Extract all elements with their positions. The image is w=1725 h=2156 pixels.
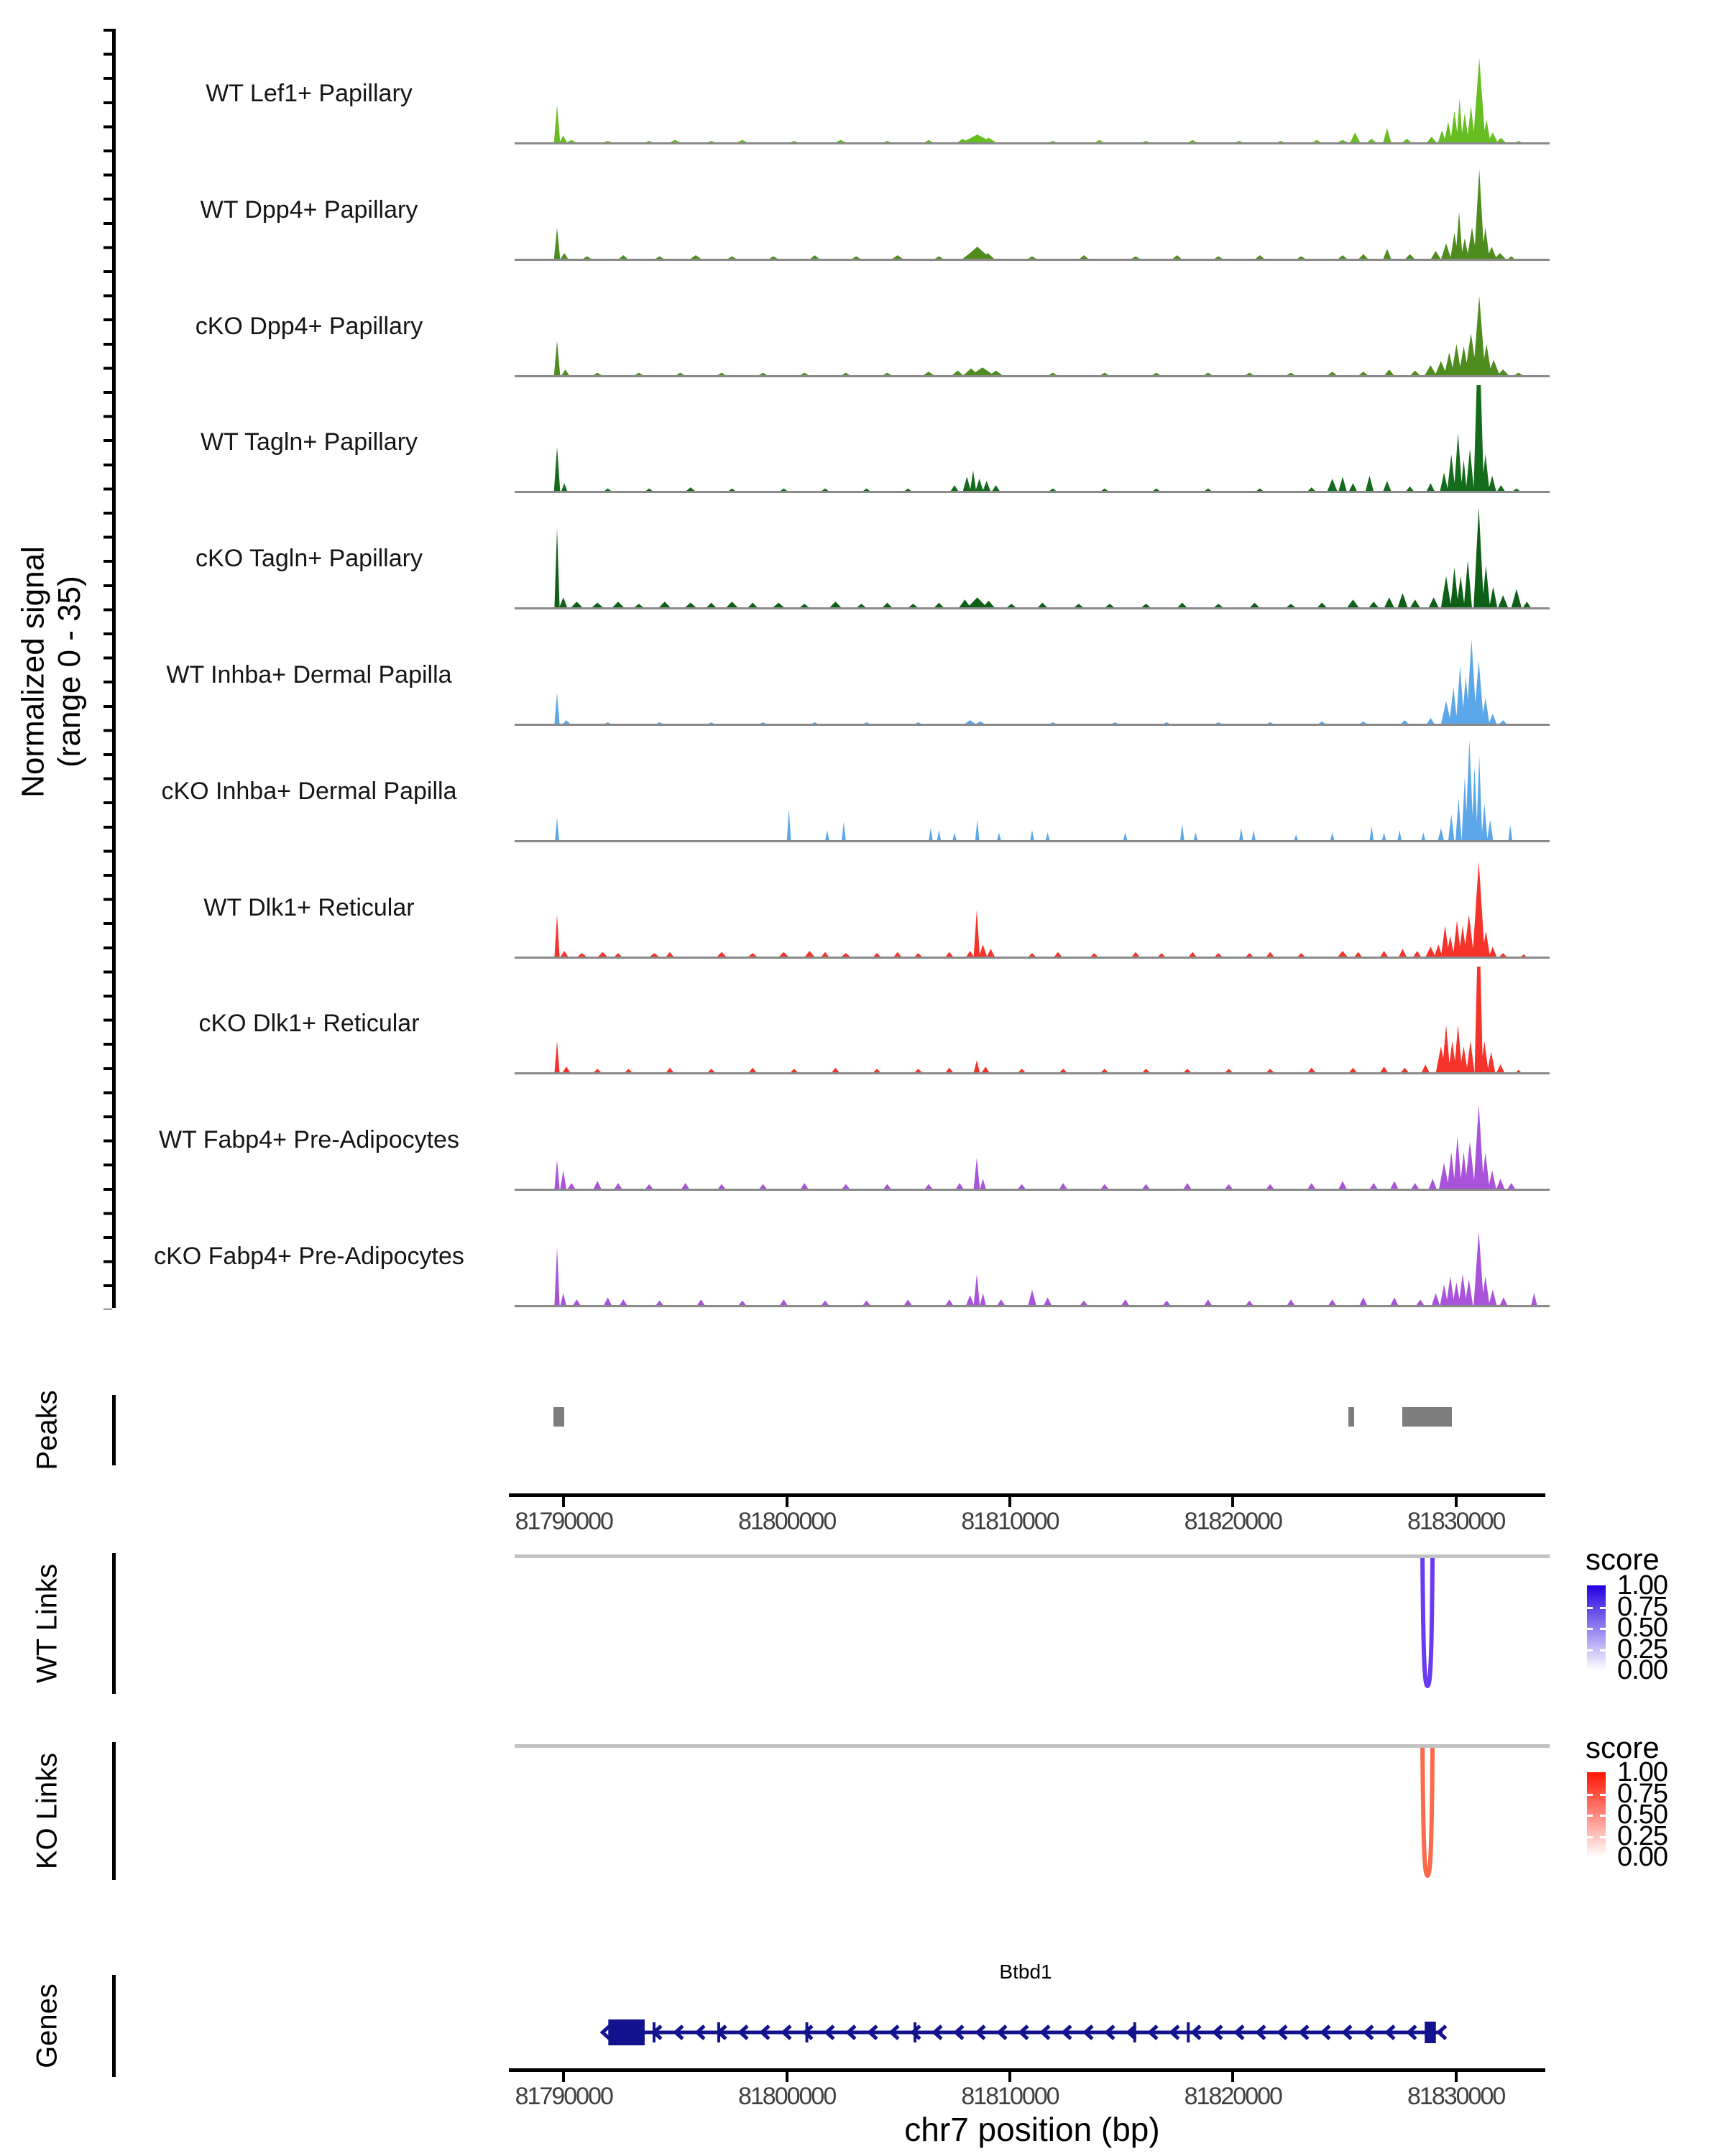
legend-tick: [1600, 1815, 1606, 1817]
axis-tick: [786, 1497, 788, 1507]
track-baseline: [515, 1072, 1550, 1074]
track-label: cKO Fabp4+ Pre-Adipocytes: [154, 1243, 464, 1270]
axis-tick-label: 81800000: [737, 2083, 836, 2110]
track-baseline: [515, 375, 1550, 377]
axis-tick: [562, 1497, 565, 1507]
legend-title: score: [1586, 1542, 1660, 1576]
legend-value: 0.00: [1617, 1655, 1668, 1685]
legend-tick: [1600, 1649, 1606, 1651]
track-label: WT Lef1+ Papillary: [206, 80, 413, 107]
axis-tick-label: 81810000: [961, 2083, 1059, 2110]
legend-tick: [1600, 1836, 1606, 1838]
track-baseline: [515, 1305, 1550, 1307]
genes-section-label: Genes: [31, 1984, 63, 2068]
track-label: WT Dlk1+ Reticular: [203, 893, 415, 921]
legend-tick: [1600, 1607, 1606, 1609]
axis-tick-label: 81830000: [1407, 2083, 1505, 2110]
axis-tick: [1231, 1497, 1234, 1507]
track-label: WT Tagln+ Papillary: [200, 428, 418, 456]
peak-interval: [553, 1407, 564, 1427]
legend-value: 0.50: [1617, 1800, 1668, 1830]
peaks-axis-line: [112, 1395, 116, 1465]
legend-tick: [1587, 1628, 1593, 1630]
legend-tick: [1587, 1794, 1593, 1796]
track-baseline: [515, 1189, 1550, 1191]
track-label: cKO Inhba+ Dermal Papilla: [161, 777, 457, 805]
track-label: cKO Dpp4+ Papillary: [195, 312, 423, 340]
track-baseline: [515, 840, 1550, 842]
track-baseline: [515, 724, 1550, 726]
peaks-section-label: Peaks: [31, 1390, 63, 1470]
coverage-track-11: [515, 1198, 1550, 1307]
axis-tick: [1455, 1497, 1458, 1507]
gene-exon-tick: [1187, 2022, 1190, 2042]
coverage-area: [515, 507, 1550, 609]
gene-exon-right: [1425, 2022, 1436, 2043]
legend-tick: [1587, 1649, 1593, 1651]
legend-tick: [1587, 1836, 1593, 1838]
wt-links-section-label: WT Links: [31, 1564, 63, 1683]
track-label: cKO Tagln+ Papillary: [196, 545, 423, 573]
axis-tick-label: 81820000: [1184, 1508, 1282, 1535]
track-baseline: [515, 142, 1550, 144]
signal-y-axis-label: [15, 546, 88, 798]
track-label: WT Inhba+ Dermal Papilla: [166, 661, 452, 688]
coverage-area: [515, 740, 1550, 841]
axis-tick: [562, 2072, 565, 2082]
track-baseline: [515, 607, 1550, 609]
axis-tick: [1008, 2072, 1011, 2082]
peak-interval: [1348, 1407, 1354, 1427]
axis-tick: [1455, 2072, 1458, 2082]
coverage-track-4: [515, 384, 1550, 493]
x-axis-title: chr7 position (bp): [904, 2111, 1160, 2148]
gene-exon-left: [608, 2019, 645, 2045]
axis-tick-label: 81790000: [515, 2083, 612, 2110]
axis-tick-label: 81810000: [961, 1508, 1059, 1535]
coverage-track-6: [515, 617, 1550, 726]
coverage-area: [515, 861, 1550, 957]
track-label: WT Fabp4+ Pre-Adipocytes: [159, 1126, 459, 1154]
wt-links-loop-svg: [515, 1557, 1550, 1700]
coverage-area: [515, 640, 1550, 724]
coverage-track-8: [515, 849, 1550, 959]
legend-tick: [1587, 1607, 1593, 1609]
gene-name-label: Btbd1: [999, 1961, 1052, 1983]
peak-interval: [1402, 1407, 1452, 1427]
axis-tick-label: 81820000: [1184, 2083, 1282, 2110]
coverage-area: [515, 58, 1550, 143]
coverage-track-10: [515, 1082, 1550, 1191]
wt-links-axis-line: [112, 1553, 116, 1694]
gene-model-svg: [515, 2005, 1550, 2063]
legend-value: 0.00: [1617, 1842, 1668, 1872]
legend-tick: [1600, 1628, 1606, 1630]
axis-line: [509, 1493, 1545, 1497]
gene-body-line: [608, 2031, 1443, 2035]
coverage-track-9: [515, 965, 1550, 1074]
axis-tick-label: 81830000: [1407, 1508, 1505, 1535]
coverage-area: [515, 385, 1550, 492]
coverage-track-2: [515, 152, 1550, 261]
track-label: WT Dpp4+ Papillary: [200, 195, 418, 224]
legend-title: score: [1586, 1731, 1660, 1764]
coverage-area: [515, 296, 1550, 376]
track-baseline: [515, 259, 1550, 261]
coverage-area: [515, 1105, 1550, 1189]
signal-y-axis-label-line1: Normalized signal: [15, 546, 51, 798]
ko-links-axis-line: [112, 1742, 116, 1880]
signal-y-axis-label-line2: (range 0 - 35): [52, 576, 87, 768]
axis-tick: [786, 2072, 788, 2082]
track-label: cKO Dlk1+ Reticular: [198, 1010, 420, 1038]
axis-tick: [1231, 2072, 1234, 2082]
legend-tick: [1587, 1815, 1593, 1817]
coverage-area: [515, 169, 1550, 259]
axis-tick-label: 81800000: [737, 1508, 836, 1535]
coverage-area: [515, 967, 1550, 1073]
legend-value: 0.25: [1617, 1634, 1668, 1664]
legend-value: 0.75: [1617, 1778, 1668, 1809]
legend-value: 1.00: [1617, 1570, 1668, 1600]
legend-tick: [1600, 1794, 1606, 1796]
link-loop: [1422, 1748, 1432, 1876]
track-baseline: [515, 491, 1550, 493]
axis-tick: [1008, 1497, 1011, 1507]
legend-value: 0.50: [1617, 1613, 1668, 1643]
coverage-track-1: [515, 35, 1550, 144]
coverage-area: [515, 1231, 1550, 1306]
legend-value: 0.75: [1617, 1591, 1668, 1622]
legend-value: 0.25: [1617, 1820, 1668, 1851]
coverage-track-5: [515, 500, 1550, 609]
coverage-track-3: [515, 268, 1550, 377]
axis-line: [509, 2068, 1545, 2072]
track-baseline: [515, 957, 1550, 959]
axis-tick-label: 81790000: [515, 1508, 612, 1535]
ko-links-loop-svg: [515, 1746, 1550, 1890]
coverage-track-7: [515, 733, 1550, 842]
link-loop: [1422, 1558, 1432, 1686]
ko-links-section-label: KO Links: [31, 1752, 63, 1870]
genes-axis-line: [112, 1975, 116, 2077]
legend-value: 1.00: [1617, 1757, 1668, 1787]
